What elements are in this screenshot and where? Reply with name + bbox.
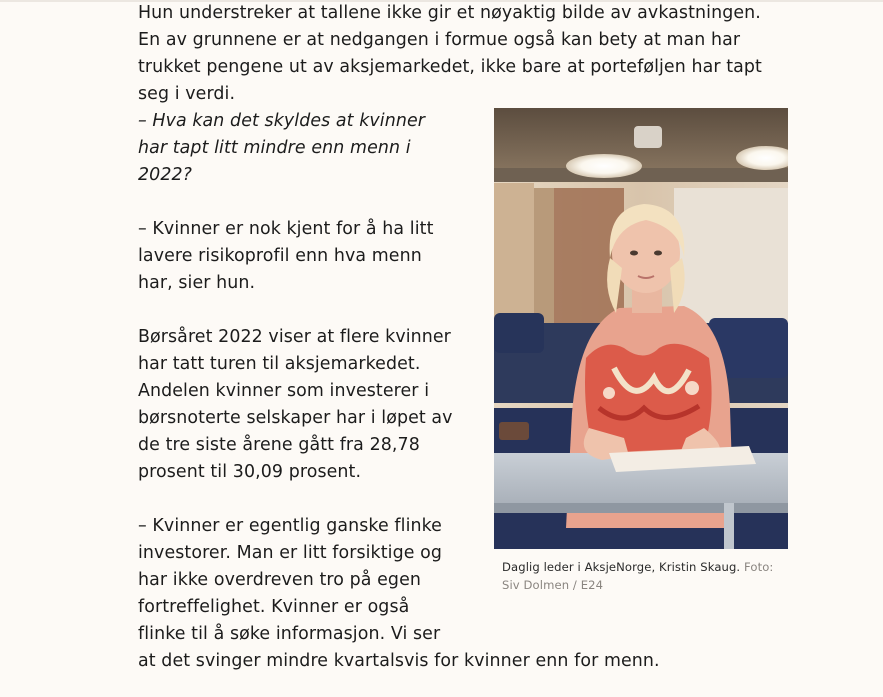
answer-paragraph-3-continued: at det svinger mindre kvartalsvis for kvinner enn for menn. <box>138 651 660 671</box>
photo-credit: Foto: Siv Dolmen / E24 <box>502 560 774 592</box>
answer-paragraph-1: – Kvinner er nok kjent for å ha litt lavere risikoprofil enn hva menn har, sier hun. <box>138 219 434 293</box>
interview-question: – Hva kan det skyldes at kvinner har tapt litt mindre enn menn i 2022? <box>138 111 426 185</box>
intro-paragraph: Hun understreker at tallene ikke gir et nøyaktig bilde av avkastningen. En av grunnene er at nedgangen i formue også kan bety at man har trukket pengene ut av aksjemarkedet, ikke bare at porteføljen har tapt seg i verdi. <box>138 3 762 104</box>
caption-text: Daglig leder i AksjeNorge, Kristin Skaug. <box>502 560 741 574</box>
photo-caption <box>494 558 788 594</box>
article-figure <box>494 108 788 594</box>
answer-paragraph-3: – Kvinner er egentlig ganske flinke investorer. Man er litt forsiktige og har ikke overdreven tro på egen fortreffelighet. Kvinner er også flinke til å søke informasjon. Vi ser <box>138 516 443 644</box>
portrait-photo[interactable] <box>494 108 788 549</box>
answer-paragraph-2: Børsåret 2022 viser at flere kvinner har tatt turen til aksjemarkedet. Andelen kvinner som investerer i børsnoterte selskaper har i løpet av de tre siste årene gått fra 28,78 prosent til 30,09 prosent. <box>138 327 453 482</box>
